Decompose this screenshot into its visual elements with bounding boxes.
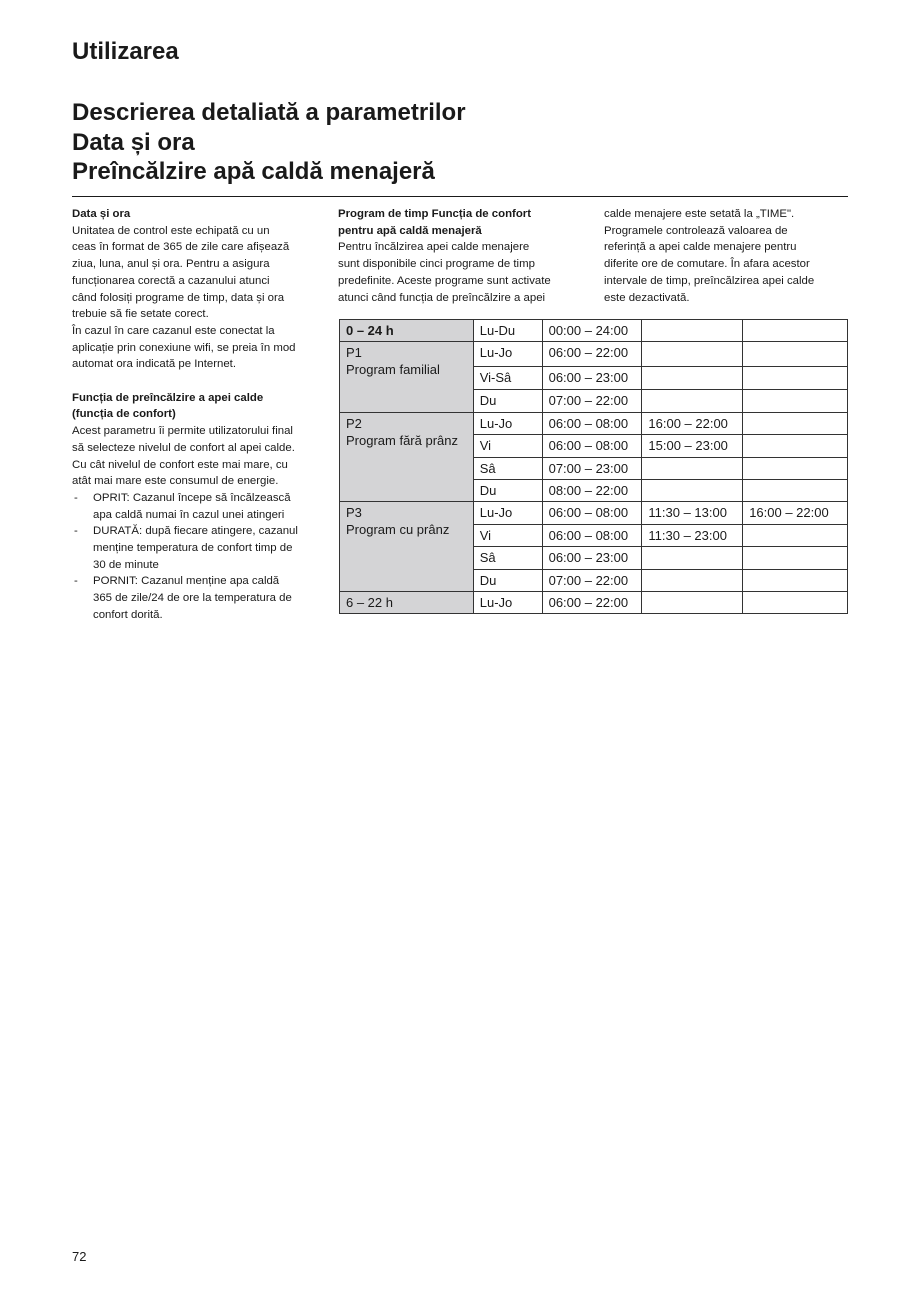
program-label-cell bbox=[340, 502, 474, 592]
text-line: menține temperatura de confort timp de bbox=[93, 542, 293, 555]
day-cell: Sâ bbox=[473, 457, 542, 479]
table-row bbox=[340, 502, 848, 524]
text-line: automat ora indicată pe Internet. bbox=[72, 358, 237, 371]
text-line: intervale de timp, preîncălzirea apei calde bbox=[604, 274, 815, 287]
subheading: Data și ora bbox=[72, 208, 131, 220]
time-interval-cell: 07:00 – 22:00 bbox=[542, 569, 642, 591]
time-interval-cell bbox=[642, 367, 743, 390]
time-interval-cell: 15:00 – 23:00 bbox=[642, 435, 743, 457]
text-line: confort dorită. bbox=[93, 608, 163, 621]
comfort-options-list bbox=[72, 490, 332, 624]
text-line: calde menajere este setată la „TIME". bbox=[604, 208, 795, 220]
list-item bbox=[72, 490, 332, 523]
time-interval-cell bbox=[642, 591, 743, 613]
time-interval-cell bbox=[743, 367, 848, 390]
text-line: 365 de zile/24 de ore la temperatura de bbox=[93, 592, 292, 605]
time-interval-cell bbox=[642, 547, 743, 569]
column-date-time bbox=[72, 206, 332, 624]
title-line: Preîncălzire apă caldă menajeră bbox=[72, 158, 435, 185]
text-line: - DURATĂ: după fiecare atingere, cazanul bbox=[93, 525, 298, 538]
text-line: Acest parametru îi permite utilizatorului final bbox=[72, 425, 293, 438]
subheading: pentru apă caldă menajeră bbox=[338, 224, 482, 237]
program-label-cell bbox=[340, 320, 474, 342]
time-interval-cell bbox=[743, 390, 848, 412]
day-cell: Sâ bbox=[473, 547, 542, 569]
text-line: ziua, luna, anul și ora. Pentru a asigura bbox=[72, 258, 270, 271]
time-interval-cell: 06:00 – 22:00 bbox=[542, 342, 642, 367]
title-line: Descrierea detaliată a parametrilor bbox=[72, 99, 466, 126]
day-cell: Du bbox=[473, 479, 542, 501]
day-cell: Lu-Jo bbox=[473, 591, 542, 613]
program-name: P2 bbox=[346, 415, 362, 431]
text-line: aplicație prin conexiune wifi, se preia în mod bbox=[72, 341, 296, 354]
program-name: 0 – 24 h bbox=[346, 323, 394, 338]
program-name: P1 bbox=[346, 345, 362, 361]
program-description: Program fără prânz bbox=[346, 432, 458, 448]
program-name: 6 – 22 h bbox=[346, 594, 393, 610]
time-interval-cell bbox=[642, 457, 743, 479]
day-cell: Vi bbox=[473, 435, 542, 457]
program-description: Program cu prânz bbox=[346, 522, 450, 538]
subheading: Program de timp Funcția de confort bbox=[338, 208, 532, 220]
time-interval-cell: 07:00 – 23:00 bbox=[542, 457, 642, 479]
text-line: atunci când funcția de preîncălzire a apei bbox=[338, 291, 546, 304]
time-interval-cell: 07:00 – 22:00 bbox=[542, 390, 642, 412]
time-interval-cell: 06:00 – 08:00 bbox=[542, 524, 642, 546]
list-item bbox=[72, 523, 332, 573]
text-line: trebuie să fie setate corect. bbox=[72, 308, 209, 321]
subheading: Funcția de preîncălzire a apei calde bbox=[72, 391, 264, 404]
program-name: P3 bbox=[346, 505, 362, 521]
time-interval-cell: 06:00 – 08:00 bbox=[542, 412, 642, 434]
time-interval-cell: 06:00 – 23:00 bbox=[542, 547, 642, 569]
day-cell: Lu-Jo bbox=[473, 412, 542, 434]
table-row bbox=[340, 591, 848, 613]
time-interval-cell bbox=[743, 591, 848, 613]
time-interval-cell: 11:30 – 13:00 bbox=[642, 502, 743, 524]
program-label-cell bbox=[340, 591, 474, 613]
day-cell: Du bbox=[473, 390, 542, 412]
subheading: (funcția de confort) bbox=[72, 408, 176, 421]
time-interval-cell: 06:00 – 22:00 bbox=[542, 591, 642, 613]
time-interval-cell: 11:30 – 23:00 bbox=[642, 524, 743, 546]
day-cell: Vi bbox=[473, 524, 542, 546]
time-interval-cell bbox=[743, 412, 848, 434]
program-label-cell bbox=[340, 412, 474, 502]
time-interval-cell bbox=[743, 457, 848, 479]
text-line: Programele controlează valoarea de bbox=[604, 224, 788, 237]
time-interval-cell: 06:00 – 08:00 bbox=[542, 435, 642, 457]
divider bbox=[72, 196, 848, 197]
text-line: să selecteze nivelul de confort al apei calde. bbox=[72, 441, 295, 454]
time-interval-cell bbox=[743, 524, 848, 546]
text-line: - PORNIT: Cazanul menține apa caldă bbox=[93, 575, 280, 588]
time-interval-cell bbox=[743, 435, 848, 457]
day-cell: Lu-Jo bbox=[473, 342, 542, 367]
text-line: diferite ore de comutare. În afara acestor bbox=[604, 258, 810, 271]
day-cell: Lu-Du bbox=[473, 320, 542, 342]
day-cell: Vi-Sâ bbox=[473, 367, 542, 390]
time-interval-cell bbox=[743, 342, 848, 367]
program-description: Program familial bbox=[346, 362, 440, 378]
time-interval-cell bbox=[743, 569, 848, 591]
time-interval-cell: 00:00 – 24:00 bbox=[542, 320, 642, 342]
text-line: sunt disponibile cinci programe de timp bbox=[338, 258, 535, 271]
text-line: Pentru încălzirea apei calde menajere bbox=[338, 241, 530, 254]
program-label-cell bbox=[340, 342, 474, 412]
time-interval-cell: 16:00 – 22:00 bbox=[743, 502, 848, 524]
table-row bbox=[340, 320, 848, 342]
time-interval-cell bbox=[642, 342, 743, 367]
time-interval-cell: 06:00 – 23:00 bbox=[542, 367, 642, 390]
text-line: când folosiți programe de timp, data și ora bbox=[72, 291, 285, 304]
time-interval-cell: 16:00 – 22:00 bbox=[642, 412, 743, 434]
time-interval-cell bbox=[642, 569, 743, 591]
time-interval-cell bbox=[743, 479, 848, 501]
column-program-intro bbox=[338, 206, 588, 306]
time-interval-cell bbox=[642, 390, 743, 412]
program-table bbox=[339, 319, 848, 614]
table-row bbox=[340, 412, 848, 434]
title-line: Data și ora bbox=[72, 128, 195, 156]
time-interval-cell bbox=[743, 320, 848, 342]
text-line: - OPRIT: Cazanul începe să încălzească bbox=[93, 491, 291, 504]
text-line: este dezactivată. bbox=[604, 291, 690, 304]
time-interval-cell: 08:00 – 22:00 bbox=[542, 479, 642, 501]
page-title bbox=[72, 98, 466, 187]
text-line: atât mai mare este consumul de energie. bbox=[72, 475, 279, 488]
page-number: 72 bbox=[72, 1249, 87, 1264]
text-line: ceas în format de 365 de zile care afișează bbox=[72, 241, 290, 254]
column-program-text bbox=[604, 206, 854, 306]
time-interval-cell bbox=[743, 547, 848, 569]
section-title: Utilizarea bbox=[72, 38, 179, 65]
spacer bbox=[72, 373, 332, 390]
text-line: 30 de minute bbox=[93, 558, 159, 571]
list-item bbox=[72, 573, 332, 623]
time-interval-cell bbox=[642, 320, 743, 342]
day-cell: Lu-Jo bbox=[473, 502, 542, 524]
day-cell: Du bbox=[473, 569, 542, 591]
table-row bbox=[340, 342, 848, 367]
text-line: apa caldă numai în cazul unei atingeri bbox=[93, 508, 285, 521]
text-line: Unitatea de control este echipată cu un bbox=[72, 224, 270, 237]
time-interval-cell bbox=[642, 479, 743, 501]
text-line: referință a apei calde menajere pentru bbox=[604, 241, 797, 254]
text-line: Cu cât nivelul de confort este mai mare, cu bbox=[72, 458, 288, 471]
time-interval-cell: 06:00 – 08:00 bbox=[542, 502, 642, 524]
text-line: predefinite. Aceste programe sunt activate bbox=[338, 274, 551, 287]
text-line: funcționarea corectă a cazanului atunci bbox=[72, 274, 270, 287]
text-line: În cazul în care cazanul este conectat la bbox=[72, 324, 275, 337]
